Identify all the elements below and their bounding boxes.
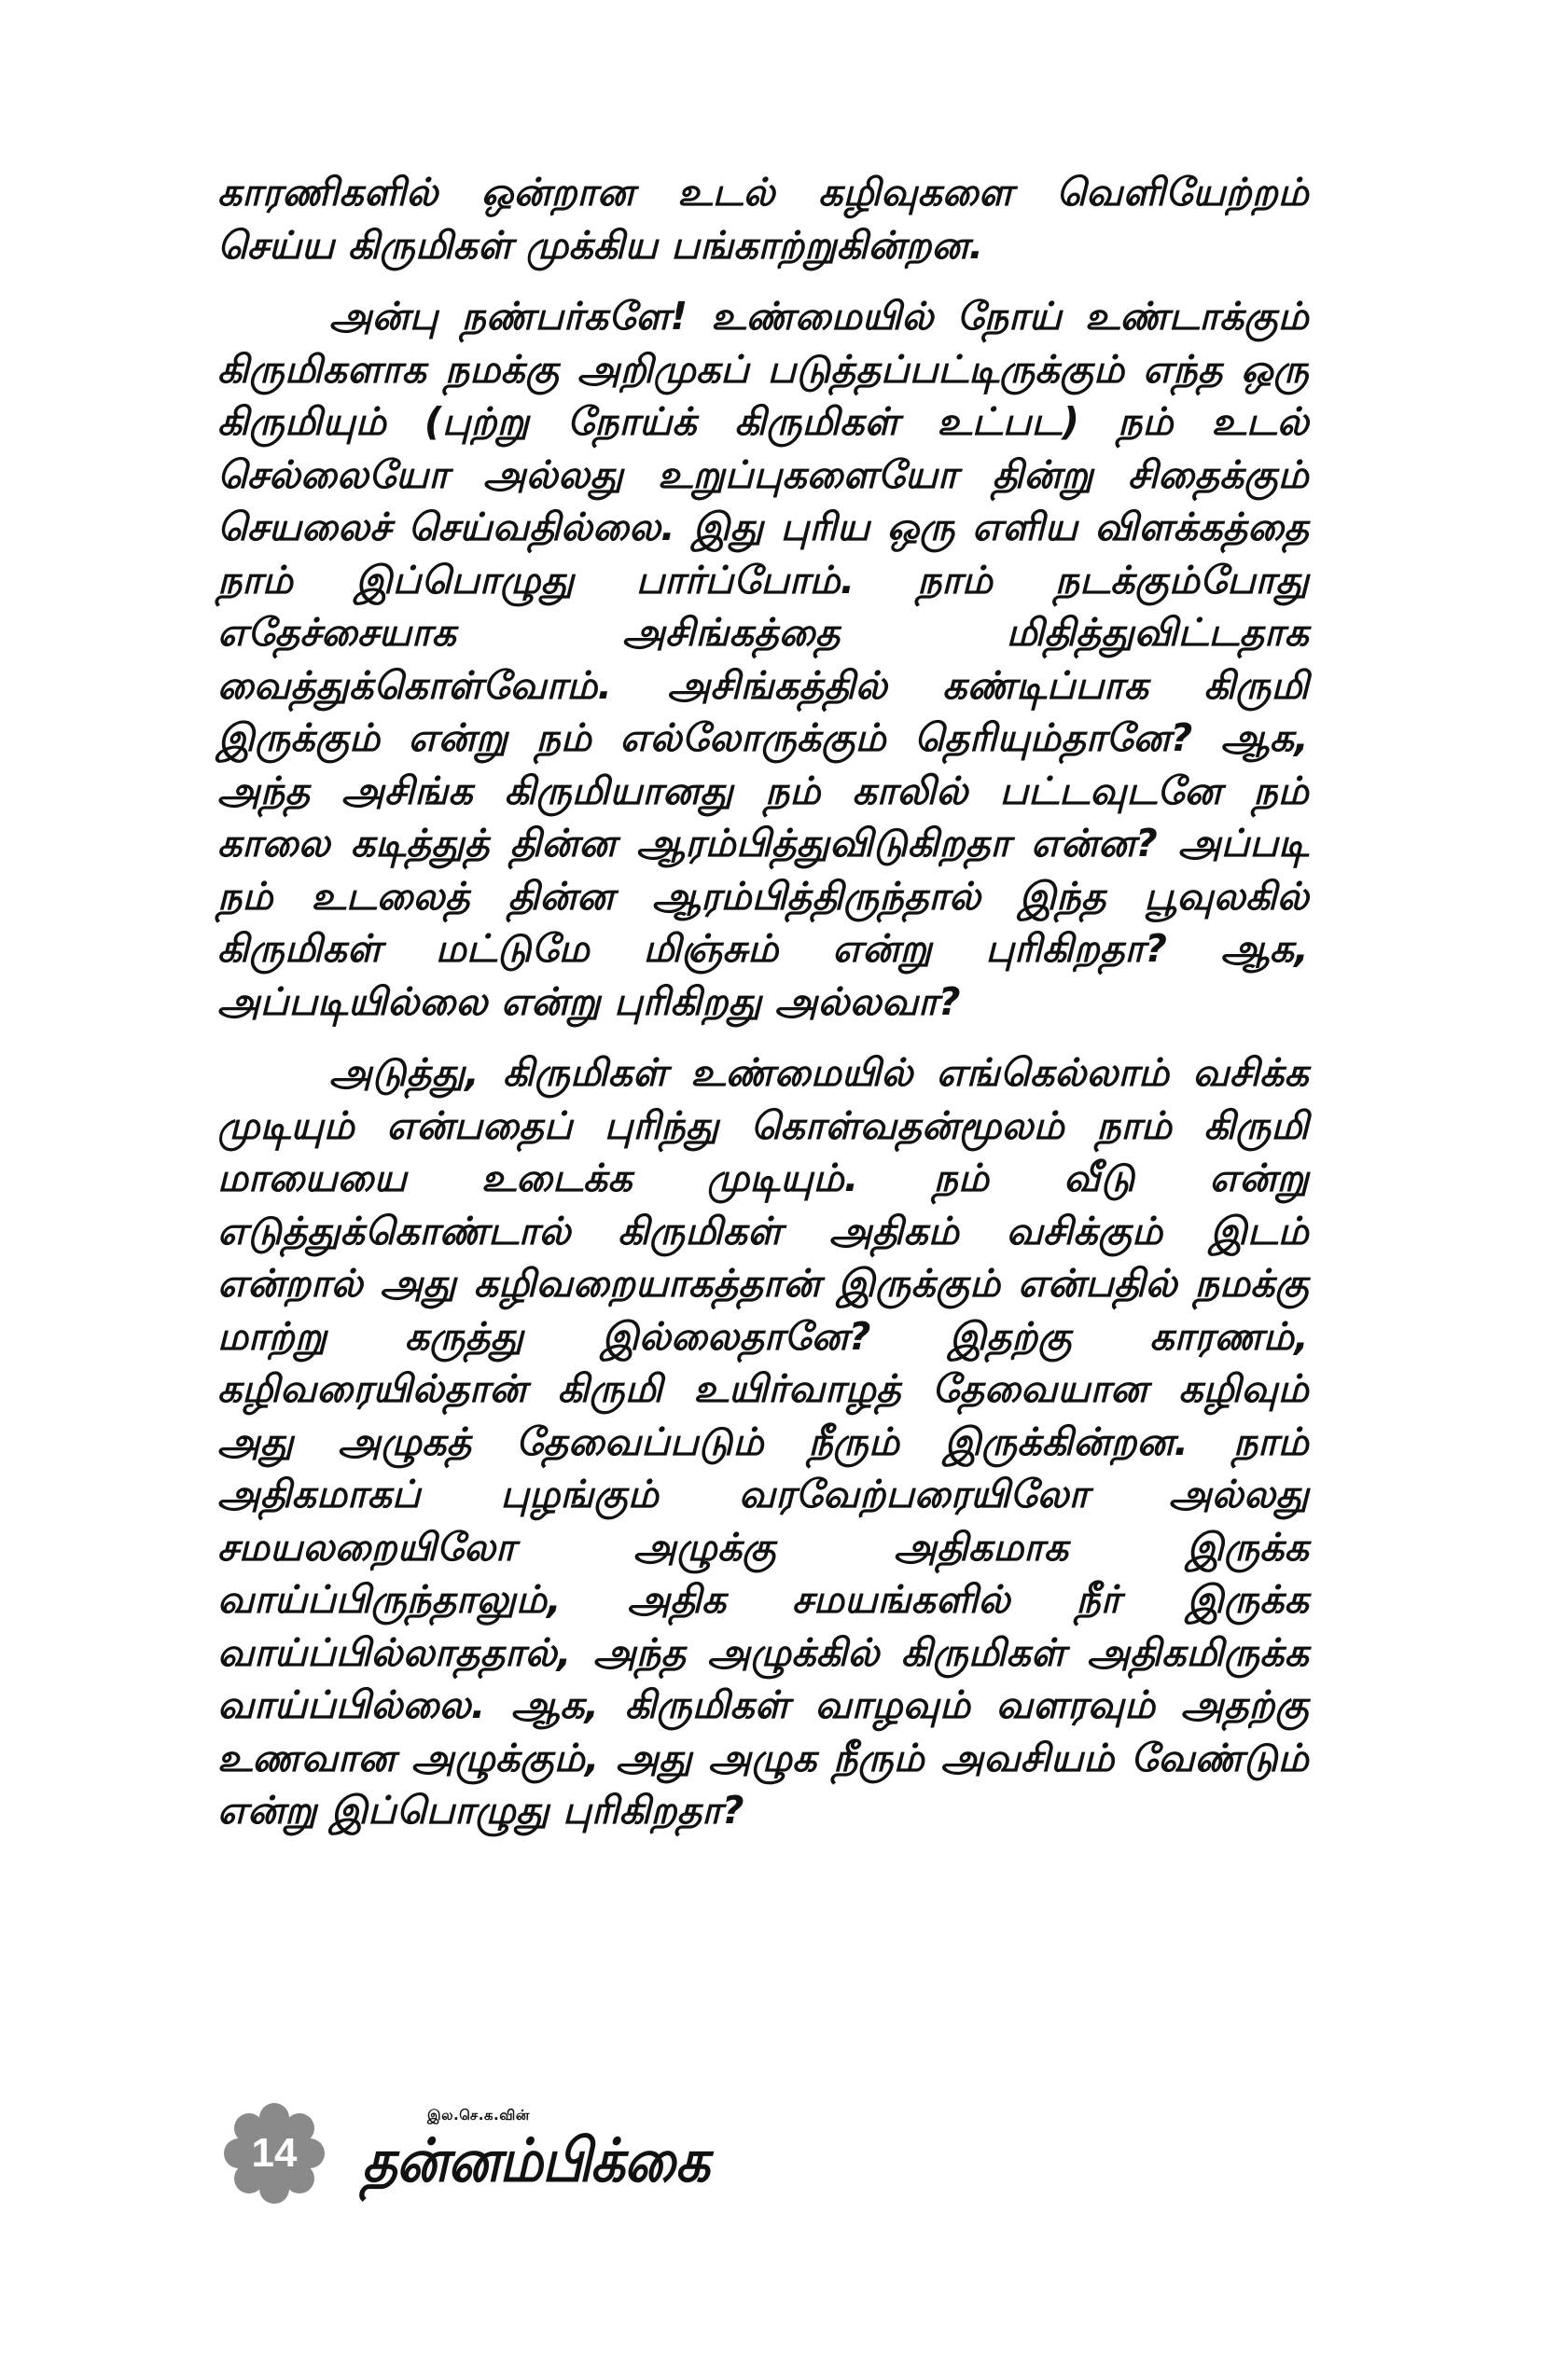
- brand-title: தன்னம்பிக்கை: [362, 2125, 709, 2195]
- body-text: [217, 166, 1309, 1856]
- brand-subtitle: இல.செ.க.வின்: [427, 2107, 530, 2124]
- paragraph-2: அன்பு நண்பர்களே! உண்மையில் நோய் உண்டாக்கும் கிருமிகளாக நமக்கு அறிமுகப் படுத்தப்பட்டிருக்கும் எந்த ஒரு கிருமியும் (புற்று நோய்க் கிருமிகள் உட்பட) நம் உடல் செல்லையோ அல்லது உறுப்புகளையோ தின்று சிதைக்கும் செயலைச் செய்வதில்லை. இது புரிய ஒரு எளிய விளக்கத்தை நாம் இப்பொழுது பார்ப்போம். நாம் நடக்கும்போது எதேச்சையாக அசிங்கத்தை மிதித்துவிட்டதாக வைத்துக்கொள்வோம். அசிங்கத்தில் கண்டிப்பாக கிருமி இருக்கும் என்று நம் எல்லோருக்கும் தெரியும்தானே? ஆக, அந்த அசிங்க கிருமியானது நம் காலில் பட்டவுடனே நம் காலை கடித்துத் தின்ன ஆரம்பித்துவிடுகிறதா என்ன? அப்படி நம் உடலைத் தின்ன ஆரம்பித்திருந்தால் இந்த பூவுலகில் கிருமிகள் மட்டுமே மிஞ்சும் என்று புரிகிறதா? ஆக, அப்படியில்லை என்று புரிகிறது அல்லவா?: [217, 294, 1309, 1024]
- page-footer: [224, 2094, 784, 2224]
- paragraph-3: அடுத்து, கிருமிகள் உண்மையில் எங்கெல்லாம் வசிக்க முடியும் என்பதைப் புரிந்து கொள்வதன்மூலம் நாம் கிருமி மாயையை உடைக்க முடியும். நம் வீடு என்று எடுத்துக்கொண்டால் கிருமிகள் அதிகம் வசிக்கும் இடம் என்றால் அது கழிவறையாகத்தான் இருக்கும் என்பதில் நமக்கு மாற்று கருத்து இல்லைதானே? இதற்கு காரணம், கழிவரையில்தான் கிருமி உயிர்வாழத் தேவையான கழிவும் அது அழுகத் தேவைப்படும் நீரும் இருக்கின்றன. நாம் அதிகமாகப் புழங்கும் வரவேற்பரையிலோ அல்லது சமயலறையிலோ அழுக்கு அதிகமாக இருக்க வாய்ப்பிருந்தாலும், அதிக சமயங்களில் நீர் இருக்க வாய்ப்பில்லாததால், அந்த அழுக்கில் கிருமிகள் அதிகமிருக்க வாய்ப்பில்லை. ஆக, கிருமிகள் வாழவும் வளரவும் அதற்கு உணவான அழுக்கும், அது அழுக நீரும் அவசியம் வேண்டும் என்று இப்பொழுது புரிகிறதா?: [217, 1050, 1309, 1833]
- page-number: 14: [251, 2130, 298, 2176]
- paragraph-1: காரணிகளில் ஒன்றான உடல் கழிவுகளை வெளியேற்றம் செய்ய கிருமிகள் முக்கிய பங்காற்றுகின்றன.: [217, 170, 1309, 268]
